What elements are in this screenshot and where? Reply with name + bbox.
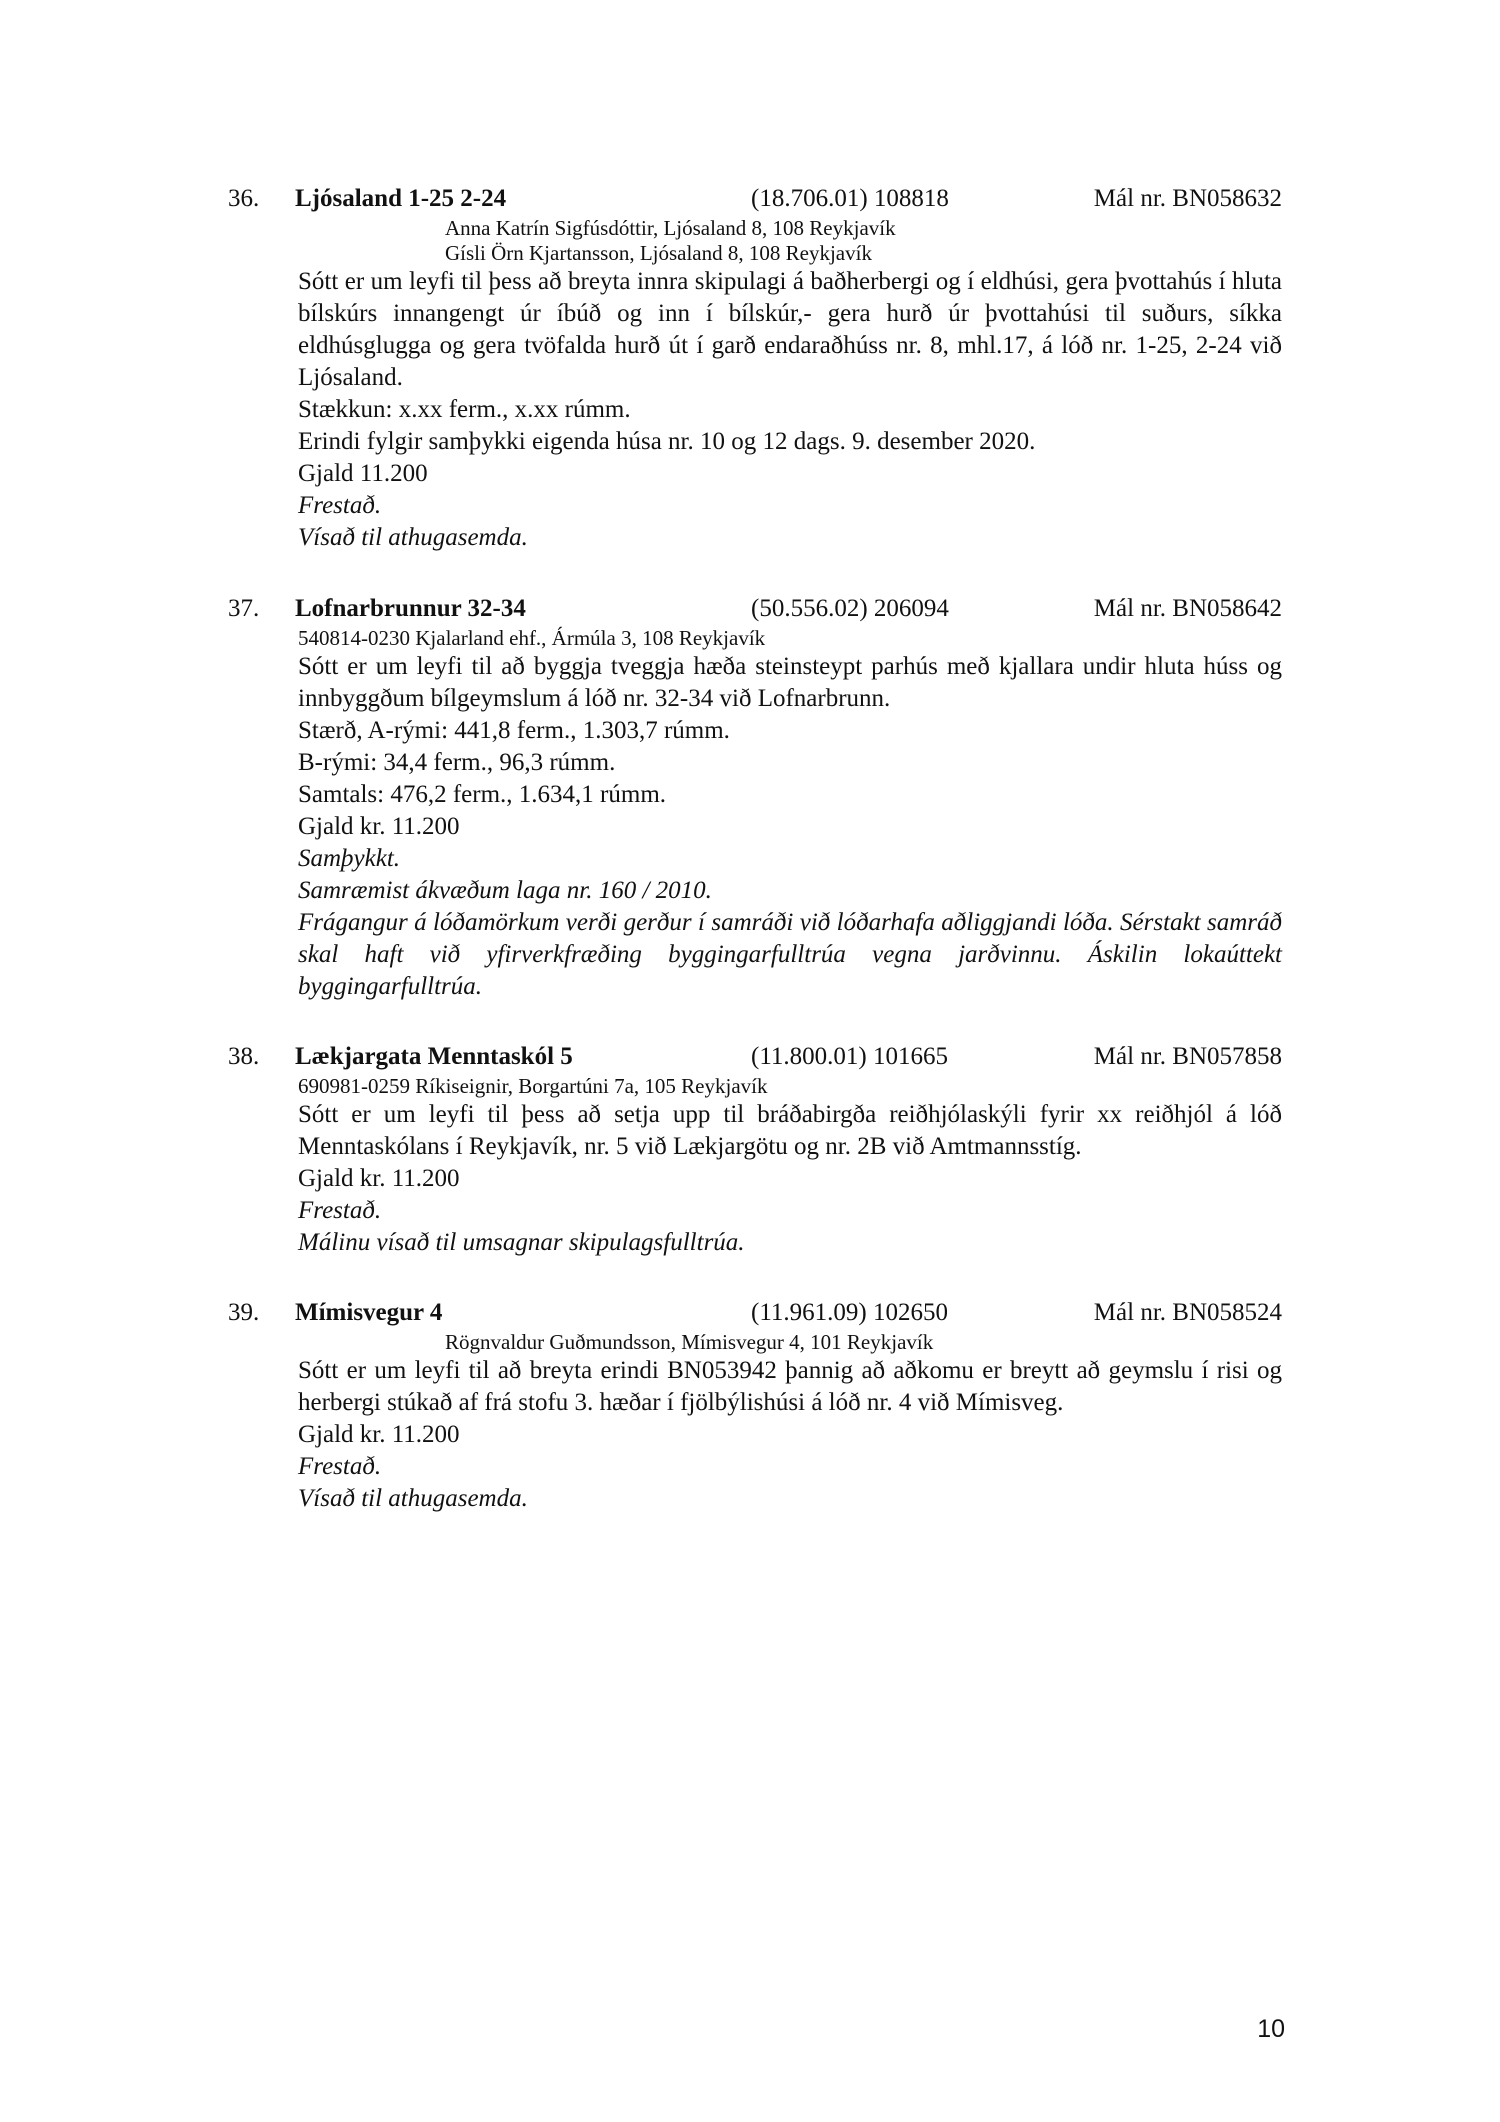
entry-reference: (11.800.01) 101665 [751,1043,948,1070]
fee-line: Gjald kr. 11.200 [298,813,460,840]
entry-address: Lækjargata Menntaskól 5 [295,1043,573,1070]
decision-status: Frestað. [298,492,382,519]
entry-body [228,651,1282,1003]
case-entry [228,1040,1282,1259]
decision-status: Samþykkt. [298,845,401,872]
decision-note: Málinu vísað til umsagnar skipulagsfulltrúa. [298,1229,745,1256]
entry-reference: (50.556.02) 206094 [751,595,949,622]
entry-line: Erindi fylgir samþykki eigenda húsa nr. 10 og 12 dags. 9. desember 2020. [298,428,1036,455]
case-entry [228,1296,1282,1515]
entry-description: Sótt er um leyfi til þess að breyta innra skipulagi á baðherbergi og í eldhúsi, gera þvottahús í hluta bílskúrs innangengt úr íbúð og inn í bílskúr,- gera hurð úr þvottahúsi til suðurs, síkka eldhúsglugga og gera tvöfalda hurð út í garð endaraðhúss nr. 8, mhl.17, á lóð nr. 1-25, 2-24 við Ljósaland. [298,268,1282,391]
entry-line: Samtals: 476,2 ferm., 1.634,1 rúmm. [298,781,667,808]
entry-reference: (11.961.09) 102650 [751,1299,948,1326]
decision-status: Frestað. [298,1453,382,1480]
entry-body [228,266,1282,554]
entry-number: 37. [228,595,260,622]
entry-reference: (18.706.01) 108818 [751,185,949,212]
entry-body [228,1099,1282,1259]
entry-line: Stærð, A-rými: 441,8 ferm., 1.303,7 rúmm. [298,717,730,744]
entry-number: 39. [228,1299,260,1326]
case-number: Mál nr. BN058524 [1093,1299,1282,1326]
decision-note: Samræmist ákvæðum laga nr. 160 / 2010. [298,877,712,904]
decision-note: Vísað til athugasemda. [298,1485,528,1512]
case-entry [228,592,1282,1003]
entry-address: Ljósaland 1-25 2-24 [295,185,507,212]
decision-note: Vísað til athugasemda. [298,524,528,551]
entry-header [228,1296,1282,1330]
entry-description: Sótt er um leyfi til að breyta erindi BN053942 þannig að aðkomu er breytt að geymslu í risi og herbergi stúkað af frá stofu 3. hæðar í fjölbýlishúsi á lóð nr. 4 við Mímisveg. [298,1357,1282,1416]
case-number: Mál nr. BN058632 [1093,185,1282,212]
decision-condition: Frágangur á lóðamörkum verði gerður í samráði við lóðarhafa aðliggjandi lóða. Sérstakt samráð skal haft við yfirverkfræðing byggingarfulltrúa vegna jarðvinnu. Áskilin lokaúttekt byggingarfulltrúa. [298,909,1282,1000]
case-number: Mál nr. BN057858 [1093,1043,1282,1070]
entry-number: 38. [228,1043,260,1070]
entry-header [228,182,1282,216]
applicant: Rögnvaldur Guðmundsson, Mímisvegur 4, 101 Reykjavík [445,1330,934,1354]
applicant: 690981-0259 Ríkiseignir, Borgartúni 7a, 105 Reykjavík [298,1074,768,1098]
entry-address: Mímisvegur 4 [295,1299,443,1326]
fee-line: Gjald 11.200 [298,460,428,487]
entry-address: Lofnarbrunnur 32-34 [295,595,526,622]
fee-line: Gjald kr. 11.200 [298,1165,460,1192]
case-entry [228,182,1282,554]
entry-line: B-rými: 34,4 ferm., 96,3 rúmm. [298,749,616,776]
fee-line: Gjald kr. 11.200 [298,1421,460,1448]
applicant: 540814-0230 Kjalarland ehf., Ármúla 3, 108 Reykjavík [298,626,766,650]
applicant: Anna Katrín Sigfúsdóttir, Ljósaland 8, 108 Reykjavík [445,216,896,240]
applicant: Gísli Örn Kjartansson, Ljósaland 8, 108 Reykjavík [445,241,872,265]
entry-body [228,1355,1282,1515]
entry-line: Stækkun: x.xx ferm., x.xx rúmm. [298,396,631,423]
case-number: Mál nr. BN058642 [1093,595,1282,622]
entry-number: 36. [228,185,260,212]
decision-status: Frestað. [298,1197,382,1224]
entry-description: Sótt er um leyfi til að byggja tveggja hæða steinsteypt parhús með kjallara undir hluta húss og innbyggðum bílgeymslum á lóð nr. 32-34 við Lofnarbrunn. [298,653,1282,712]
page-number: 10 [1257,2015,1285,2043]
entry-header [228,592,1282,626]
entry-description: Sótt er um leyfi til þess að setja upp til bráðabirgða reiðhjólaskýli fyrir xx reiðhjól á lóð Menntaskólans í Reykjavík, nr. 5 við Lækjargötu og nr. 2B við Amtmannsstíg. [298,1101,1282,1160]
entry-header [228,1040,1282,1074]
